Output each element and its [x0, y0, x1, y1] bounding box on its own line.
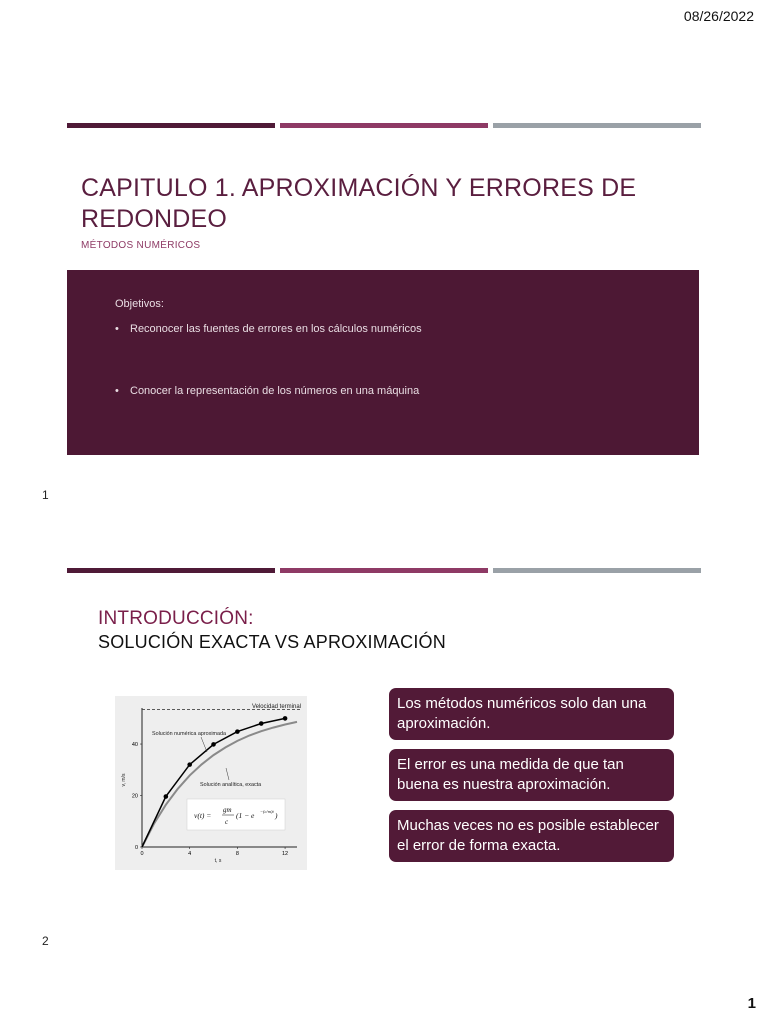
- y-tick-label: 20: [131, 793, 138, 800]
- velocity-chart-svg: [115, 696, 307, 870]
- x-tick-label: 4: [188, 851, 192, 857]
- terminal-velocity-label: Velocidad terminal: [251, 704, 301, 710]
- slide2-number: 2: [42, 934, 49, 948]
- bullet-icon: •: [115, 323, 119, 335]
- formula-close: ): [275, 811, 278, 820]
- objective-item: [115, 314, 445, 345]
- analytic-solution-label: Solución analítica, exacta: [200, 782, 262, 788]
- slide1-number: 1: [42, 488, 49, 502]
- numeric-data-point: [211, 742, 216, 747]
- analytic-label-pointer: [226, 768, 229, 780]
- page-number: 1: [747, 995, 756, 1012]
- formula-exponent: −(c/m)t: [260, 809, 274, 814]
- print-date: 08/26/2022: [683, 8, 754, 24]
- accent-bar-plum: [67, 568, 275, 573]
- objectives-panel: [67, 270, 699, 455]
- accent-bar-magenta: [280, 568, 488, 573]
- accent-bar-gray: [493, 568, 701, 573]
- info-card: Muchas veces no es posible establecer el error de forma exacta.: [389, 810, 674, 862]
- velocity-chart: [115, 696, 307, 870]
- y-tick-label: 40: [131, 742, 138, 749]
- formula-v: v(t) =: [194, 811, 212, 820]
- x-tick-label: 0: [140, 851, 144, 857]
- numeric-data-point: [164, 794, 169, 799]
- accent-bar-plum: [67, 123, 275, 128]
- x-axis-label: t, s: [214, 858, 222, 864]
- formula-numerator: gm: [223, 806, 232, 814]
- objectives-label: Objetivos:: [115, 298, 164, 310]
- objective-text: Conocer la representación de los números en una máquina: [130, 385, 420, 397]
- objective-item: [115, 376, 445, 407]
- slide1-title: CAPITULO 1. APROXIMACIÓN Y ERRORES DE REDONDEO: [81, 174, 637, 233]
- info-card: Los métodos numéricos solo dan una aproximación.: [389, 688, 674, 740]
- slide2-title-line2: SOLUCIÓN EXACTA VS APROXIMACIÓN: [98, 632, 446, 652]
- slide1-subtitle: MÉTODOS NUMÉRICOS: [81, 240, 201, 251]
- x-tick-label: 8: [235, 851, 239, 857]
- objective-text: Reconocer las fuentes de errores en los cálculos numéricos: [130, 323, 422, 335]
- accent-bar-magenta: [280, 123, 488, 128]
- numeric-data-point: [187, 762, 192, 767]
- numeric-data-point: [259, 721, 264, 726]
- x-tick-label: 12: [282, 851, 289, 857]
- formula-exp: (1 − e: [236, 811, 255, 820]
- numeric-label-pointer: [201, 737, 207, 752]
- y-axis-label: v, m/s: [121, 773, 127, 787]
- accent-bar-gray: [493, 123, 701, 128]
- numeric-data-point: [235, 729, 240, 734]
- bullet-icon: •: [115, 385, 119, 397]
- numeric-solution-label: Solución numérica aproximada: [152, 731, 227, 737]
- numeric-data-point: [283, 716, 288, 721]
- formula-denominator: c: [225, 818, 229, 826]
- y-tick-label: 0: [134, 845, 138, 851]
- info-card: El error es una medida de que tan buena es nuestra aproximación.: [389, 749, 674, 801]
- slide2-title-line1: INTRODUCCIÓN:: [98, 608, 254, 629]
